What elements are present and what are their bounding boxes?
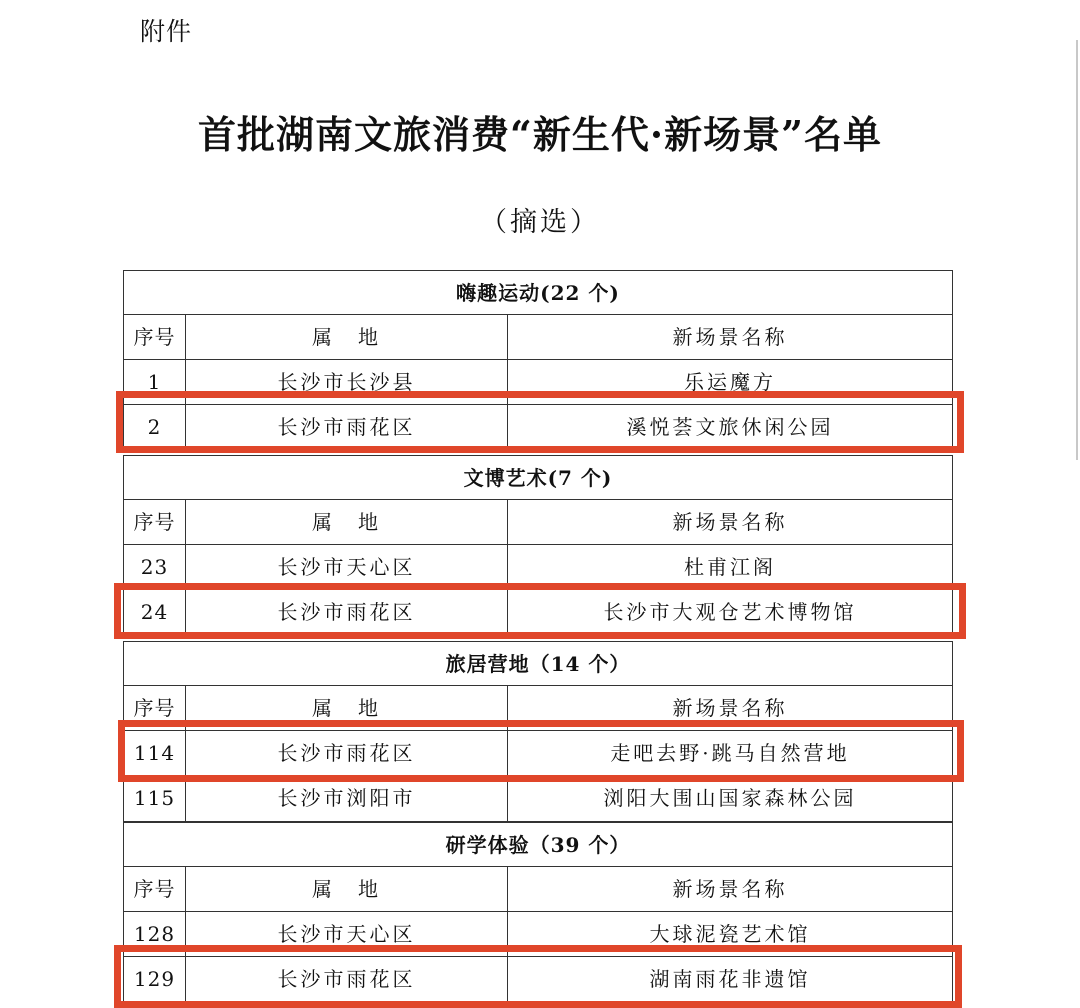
page-edge-line xyxy=(1076,40,1078,460)
cell-scene-name: 湖南雨花非遗馆 xyxy=(649,967,811,991)
cell-location: 长沙市雨花区 xyxy=(186,957,508,1002)
table-row xyxy=(124,776,952,821)
section-title: 嗨趣运动(22 个) xyxy=(124,271,952,315)
section-title: 旅居营地（14 个） xyxy=(124,642,952,686)
column-header-index: 序号 xyxy=(124,686,186,730)
attachment-label: 附件 xyxy=(140,17,193,46)
table-row xyxy=(124,360,952,405)
document-title: 首批湖南文旅消费“新生代·新场景”名单 xyxy=(198,112,882,157)
cell-scene-name: 长沙市大观仓艺术博物馆 xyxy=(603,600,857,624)
section-title: 研学体验（39 个） xyxy=(124,823,952,867)
document-subtitle: （摘选） xyxy=(480,207,600,238)
cell-index: 114 xyxy=(124,731,186,775)
cell-location: 长沙市雨花区 xyxy=(186,405,508,450)
table-row xyxy=(124,912,952,957)
cell-location: 长沙市雨花区 xyxy=(186,590,508,635)
cell-index: 128 xyxy=(124,912,186,956)
section-title: 文博艺术(7 个) xyxy=(124,456,952,500)
table-section-sports xyxy=(123,270,953,451)
column-header-location: 属 地 xyxy=(186,686,508,730)
cell-scene-name: 杜甫江阁 xyxy=(684,555,776,579)
cell-scene-name: 乐运魔方 xyxy=(684,370,776,394)
column-header-scene-name: 新场景名称 xyxy=(672,696,788,720)
column-header-location: 属 地 xyxy=(186,315,508,359)
column-header-location: 属 地 xyxy=(186,500,508,544)
table-row xyxy=(124,405,952,450)
cell-index: 23 xyxy=(124,545,186,589)
column-header-location: 属 地 xyxy=(186,867,508,911)
cell-index: 115 xyxy=(124,776,186,821)
cell-index: 2 xyxy=(124,405,186,450)
cell-index: 24 xyxy=(124,590,186,635)
table-row xyxy=(124,545,952,590)
cell-location: 长沙市天心区 xyxy=(186,912,508,956)
table-header-row xyxy=(124,500,952,545)
table-header-row xyxy=(124,867,952,912)
cell-scene-name: 浏阳大围山国家森林公园 xyxy=(603,786,857,810)
table-header-row xyxy=(124,315,952,360)
table-section-camping xyxy=(123,641,953,822)
column-header-index: 序号 xyxy=(124,315,186,359)
column-header-index: 序号 xyxy=(124,867,186,911)
table-section-culture-art xyxy=(123,455,953,636)
cell-location: 长沙市雨花区 xyxy=(186,731,508,775)
cell-scene-name: 溪悦荟文旅休闲公园 xyxy=(626,415,834,439)
cell-index: 129 xyxy=(124,957,186,1002)
cell-location: 长沙市天心区 xyxy=(186,545,508,589)
cell-scene-name: 大球泥瓷艺术馆 xyxy=(649,922,811,946)
column-header-scene-name: 新场景名称 xyxy=(672,325,788,349)
table-row xyxy=(124,590,952,635)
cell-index: 1 xyxy=(124,360,186,404)
column-header-scene-name: 新场景名称 xyxy=(672,877,788,901)
table-row xyxy=(124,957,952,1002)
cell-location: 长沙市浏阳市 xyxy=(186,776,508,821)
cell-location: 长沙市长沙县 xyxy=(186,360,508,404)
table-section-study xyxy=(123,822,953,1003)
table-row xyxy=(124,731,952,776)
cell-scene-name: 走吧去野·跳马自然营地 xyxy=(610,741,850,765)
column-header-index: 序号 xyxy=(124,500,186,544)
table-header-row xyxy=(124,686,952,731)
column-header-scene-name: 新场景名称 xyxy=(672,510,788,534)
